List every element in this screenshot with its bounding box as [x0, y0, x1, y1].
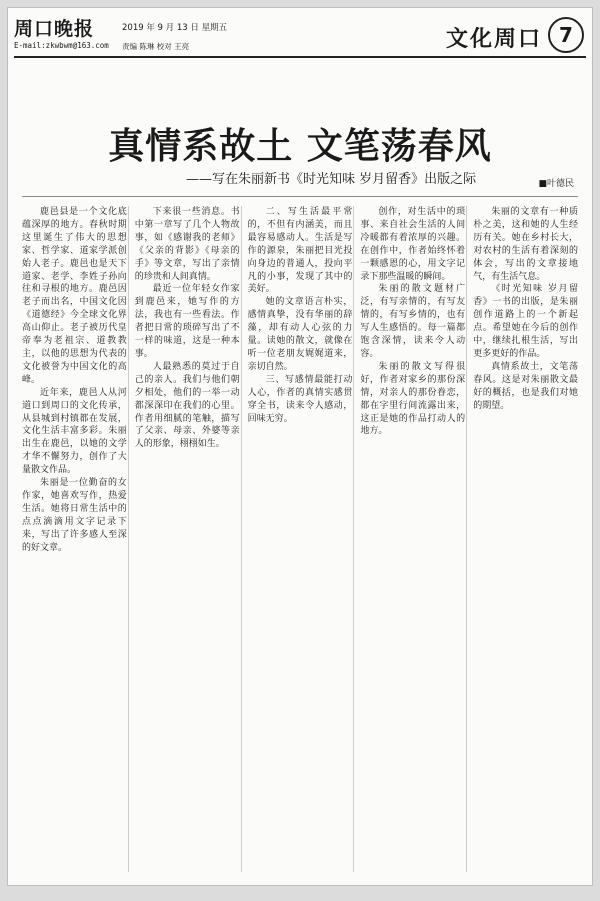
paragraph: 三、写感情最能打动人心，作者的真情实感贯穿全书，读来令人感动，回味无穷。 [247, 374, 353, 424]
headline: 真情系故土 文笔荡春风 [108, 125, 492, 167]
divider [22, 196, 578, 197]
column-1 [22, 206, 127, 872]
paragraph: 朱丽的散文题材广泛，有写亲情的，有写友情的，有写乡情的，也有写人生感悟的。每一篇都饱含深情，读来令人动容。 [360, 284, 466, 359]
editor-line: 责编 陈琳 校对 王亮 [122, 42, 190, 51]
article-body [22, 206, 578, 872]
paragraph: 二、写生活最平常的，不但有内涵美，而且最容易感动人。生活是写作的源泉，朱丽把目光投向身边的普通人，投向平凡的小事，发现了其中的美好。 [247, 207, 353, 295]
date-line: 2019 年 9 月 13 日 星期五 [122, 23, 228, 33]
paragraph: 创作，对生活中的琐事、来自社会生活的人间冷暖都有着浓厚的兴趣。在创作中，作者始终怀着一颗感恩的心，用文字记录下那些温暖的瞬间。 [360, 207, 466, 282]
paragraph: 下来很一些消息。书中第一章写了几个人物故事，如《感谢我的老师》《父亲的背影》《母亲的手》等文章，写出了亲情的珍贵和人间真情。 [134, 207, 240, 282]
paragraph: 最近一位年轻女作家到鹿邑来，她写作的方法，我也有一些看法。作者把日常的琐碎写出了不一样的味道，这是一种本事。 [134, 284, 240, 359]
page-number: 7 [548, 17, 584, 53]
section-title: 文化周口 [445, 26, 542, 52]
newspaper-page [8, 8, 592, 885]
paragraph: 近年来，鹿邑人从河道口到周口的文化传承，从县城到村镇都在发展，文化生活丰富多彩。朱丽出生在鹿邑，以她的文学才华不懈努力，创作了大量散文作品。 [22, 387, 127, 476]
column-2 [128, 206, 240, 872]
byline: ■叶德民 [538, 179, 574, 189]
subheadline: ——写在朱丽新书《时光知味 岁月留香》出版之际 [186, 172, 477, 187]
paragraph: 人最熟悉的莫过于自己的亲人。我们与他们朝夕相处，他们的一举一动都深深印在我们的心里。作者用细腻的笔触，描写了父亲、母亲、外婆等亲人的形象，栩栩如生。 [134, 361, 240, 450]
paragraph: 真情系故土，文笔荡春风。这是对朱丽散文最好的概括，也是我们对她的期望。 [473, 361, 578, 411]
column-5 [466, 206, 578, 872]
paper-name: 周口晚报 [14, 18, 95, 40]
paragraph: 朱丽是一位勤奋的女作家，她喜欢写作，热爱生活。她将日常生活中的点点滴滴用文字记录下来，写出了许多感人至深的好文章。 [22, 478, 127, 553]
paragraph: 朱丽的文章有一种质朴之美，这和她的人生经历有关。她在乡村长大，对农村的生活有着深刻的体会，写出的文章接地气，有生活气息。 [473, 207, 578, 282]
email-line: E-mail:zkwbwm@163.com [14, 41, 109, 50]
paragraph: 朱丽的散文写得很好，作者对家乡的那份深情，对亲人的那份眷恋，都在字里行间流露出来，这正是她的作品打动人的地方。 [360, 361, 466, 437]
paragraph: 《时光知味 岁月留香》一书的出版，是朱丽创作道路上的一个新起点。希望她在今后的创作中，继续扎根生活，写出更多更好的作品。 [473, 284, 578, 359]
paragraph: 她的文章语言朴实，感情真挚，没有华丽的辞藻，却有动人心弦的力量。读她的散文，就像在听一位老朋友娓娓道来，亲切自然。 [247, 297, 353, 372]
paragraph: 鹿邑县是一个文化底蕴深厚的地方。春秋时期这里诞生了伟大的思想家、哲学家、道家学派创始人老子。鹿邑也是天下道家、老学、李姓子孙向往和寻根的地方。鹿邑因老子而出名，中国文化因《道德经》今全球文化界高山仰止。老子被历代皇帝奉为老祖宗、道教教主，以他的思想为代表的文化被誉为中国文化的高峰。 [22, 207, 127, 385]
column-4 [353, 206, 465, 872]
column-3 [241, 206, 353, 872]
masthead [14, 14, 586, 58]
